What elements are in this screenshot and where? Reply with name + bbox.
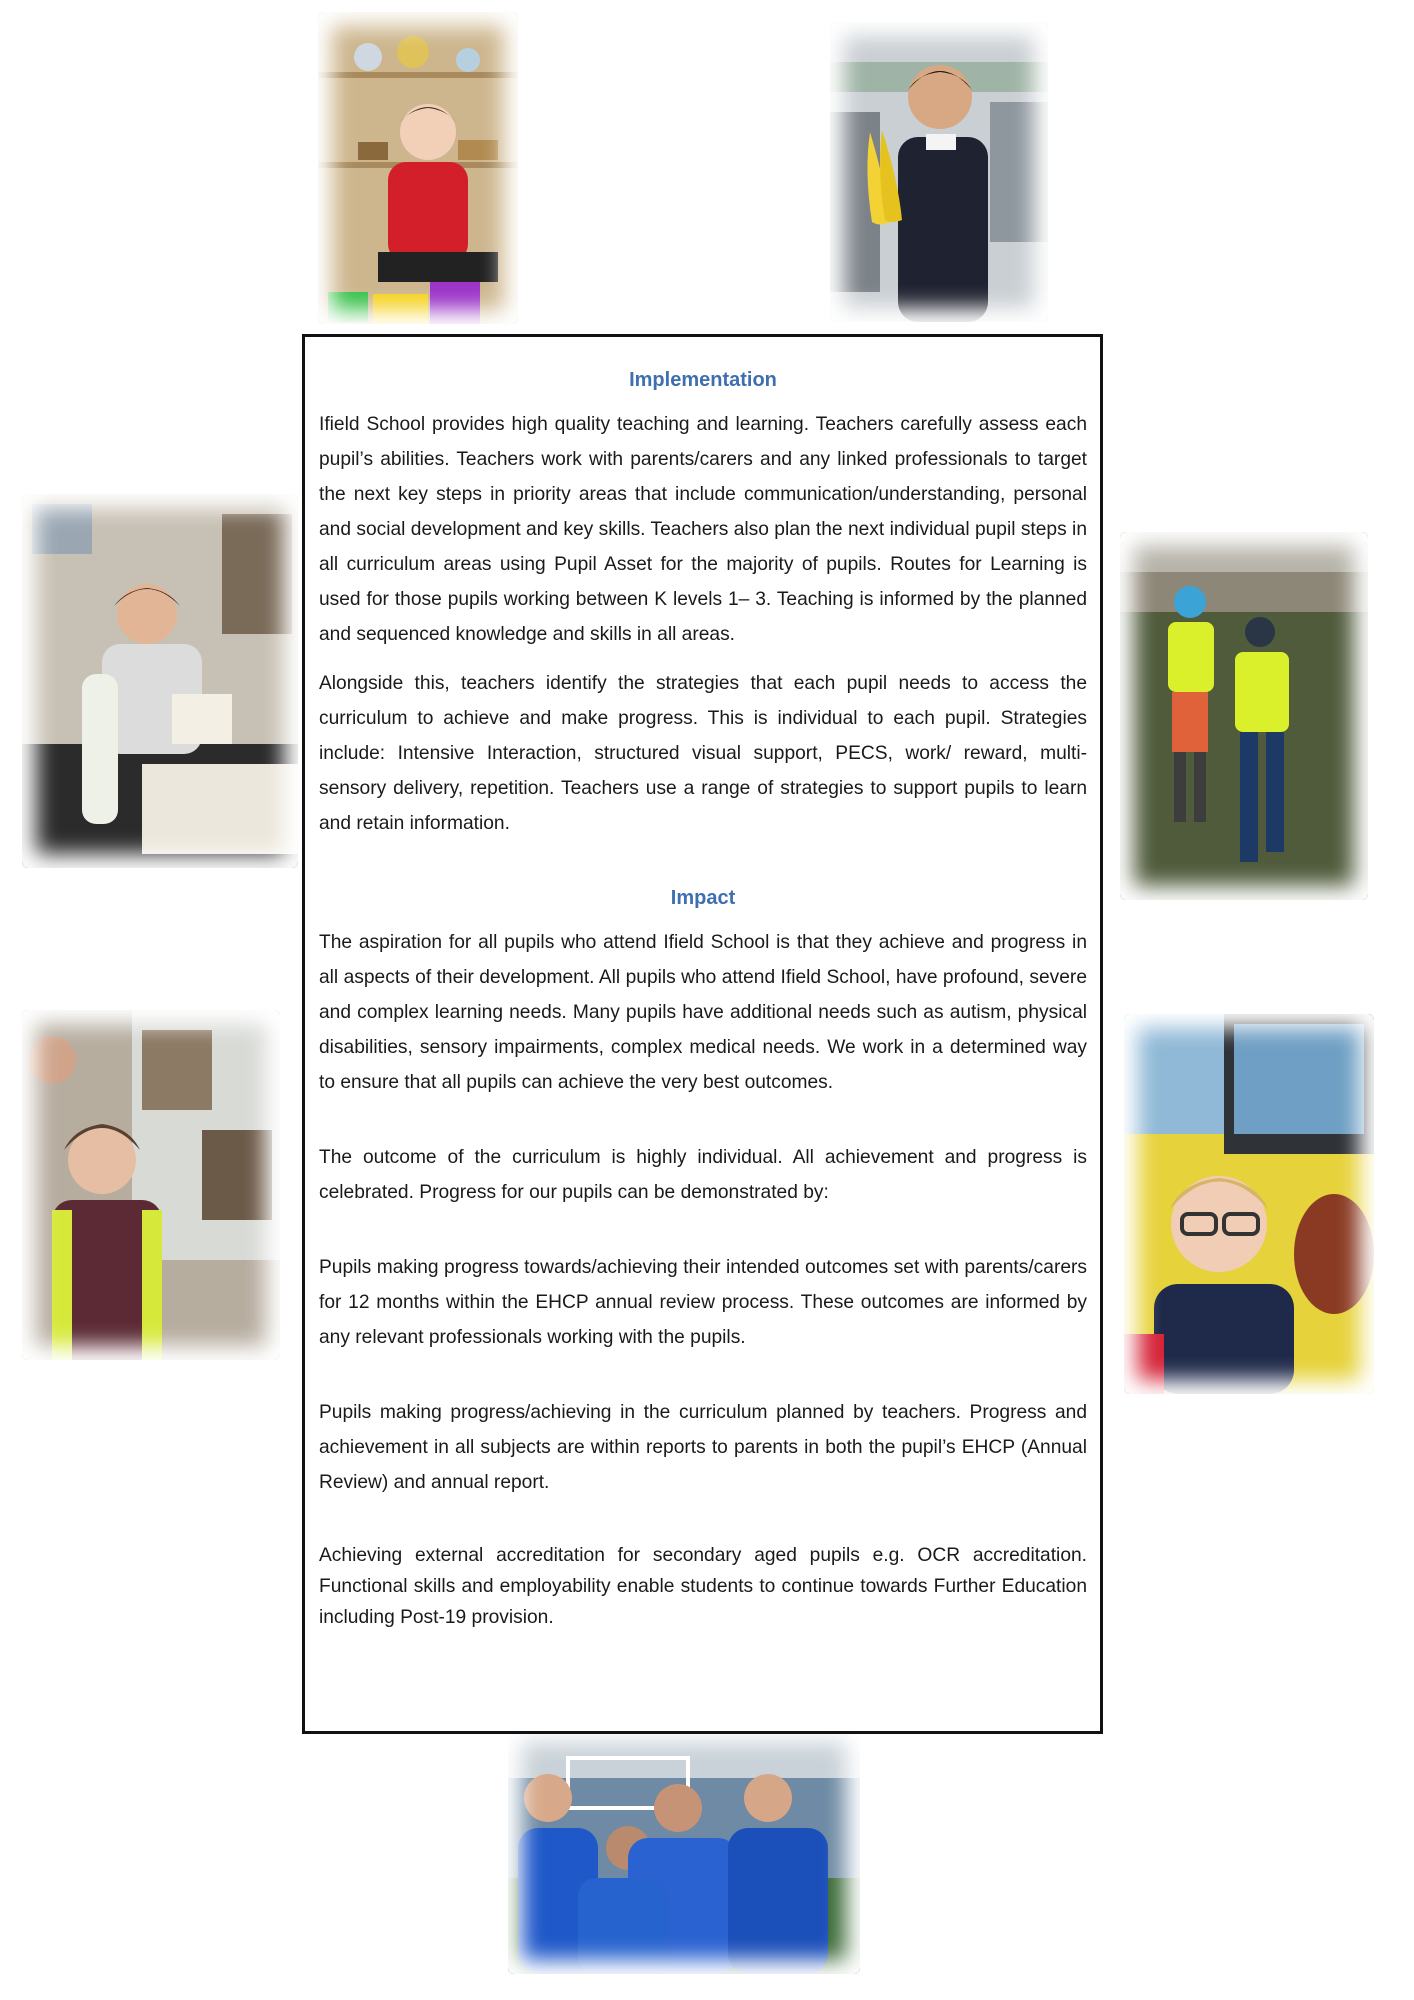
impact-paragraph-2: The outcome of the curriculum is highly individual. All achievement and progress is celebrated. Progress for our pupils can be demonstrated by: — [319, 1147, 1087, 1203]
photo-child-museum-visit — [22, 1010, 280, 1360]
photo-boy-with-bananas — [830, 22, 1048, 322]
photo-boy-glasses-drum — [1124, 1014, 1374, 1394]
impact-paragraph-1: The aspiration for all pupils who attend Ifield School is that they achieve and progress in all aspects of their development. All pupils who attend Ifield School, have profound, severe and complex learning needs. Many pupils have additional needs such as autism, physical disabilities, sensory impairments, complex medical needs. We work in a determined way to ensure that all pupils can achieve the very best outcomes. — [319, 932, 1087, 1093]
implementation-paragraph-1: Ifield School provides high quality teaching and learning. Teachers carefully assess each pupil’s abilities. Teachers work with parents/carers and any linked professionals to target the next key steps in priority areas that include communication/understanding, personal and social development and key skills. Teachers also plan the next individual pupil steps in all curriculum areas using Pupil Asset for the majority of pupils. Routes for Learning is used for those pupils working between K levels 1– 3. Teaching is informed by the planned and sequenced knowledge and skills in all areas. — [319, 414, 1087, 645]
photo-boy-bananas-art — [830, 22, 1048, 322]
impact-paragraph-5: Achieving external accreditation for secondary aged pupils e.g. OCR accreditation. Functional skills and employability enable students to continue towards Further Education including Post-19 provision. — [319, 1545, 1087, 1628]
implementation-heading: Implementation — [629, 369, 777, 391]
curriculum-text-panel — [302, 334, 1103, 1734]
photo-child-red-jumper-art — [318, 12, 518, 324]
impact-paragraph-4: Pupils making progress/achieving in the curriculum planned by teachers. Progress and achievement in all subjects are within reports to parents in both the pupil’s EHCP (Annual Review) and annual report. — [319, 1402, 1087, 1493]
photo-boy-craft-art — [22, 494, 298, 868]
impact-heading: Impact — [670, 887, 736, 909]
photo-boy-craft-activity — [22, 494, 298, 868]
photo-museum-art — [22, 1010, 280, 1360]
impact-paragraph-3: Pupils making progress towards/achieving their intended outcomes set with parents/carers for 12 months within the EHCP annual review process. These outcomes are informed by any relevant professionals working with the pupils. — [319, 1257, 1087, 1348]
photo-football-art — [508, 1728, 860, 1974]
photo-boy-drum-art — [1124, 1014, 1374, 1394]
photo-children-rockpools — [1120, 532, 1368, 900]
implementation-paragraph-2: Alongside this, teachers identify the strategies that each pupil needs to access the curriculum to achieve and make progress. This is individual to each pupil. Strategies include: Intensive Interaction, structured visual support, PECS, work/ reward, multi-sensory delivery, repetition. Teachers use a range of strategies to support pupils to learn and retain information. — [319, 673, 1087, 834]
photo-child-red-jumper-blocks — [318, 12, 518, 324]
photo-pupils-football-huddle — [508, 1728, 860, 1974]
photo-rockpools-art — [1120, 532, 1368, 900]
